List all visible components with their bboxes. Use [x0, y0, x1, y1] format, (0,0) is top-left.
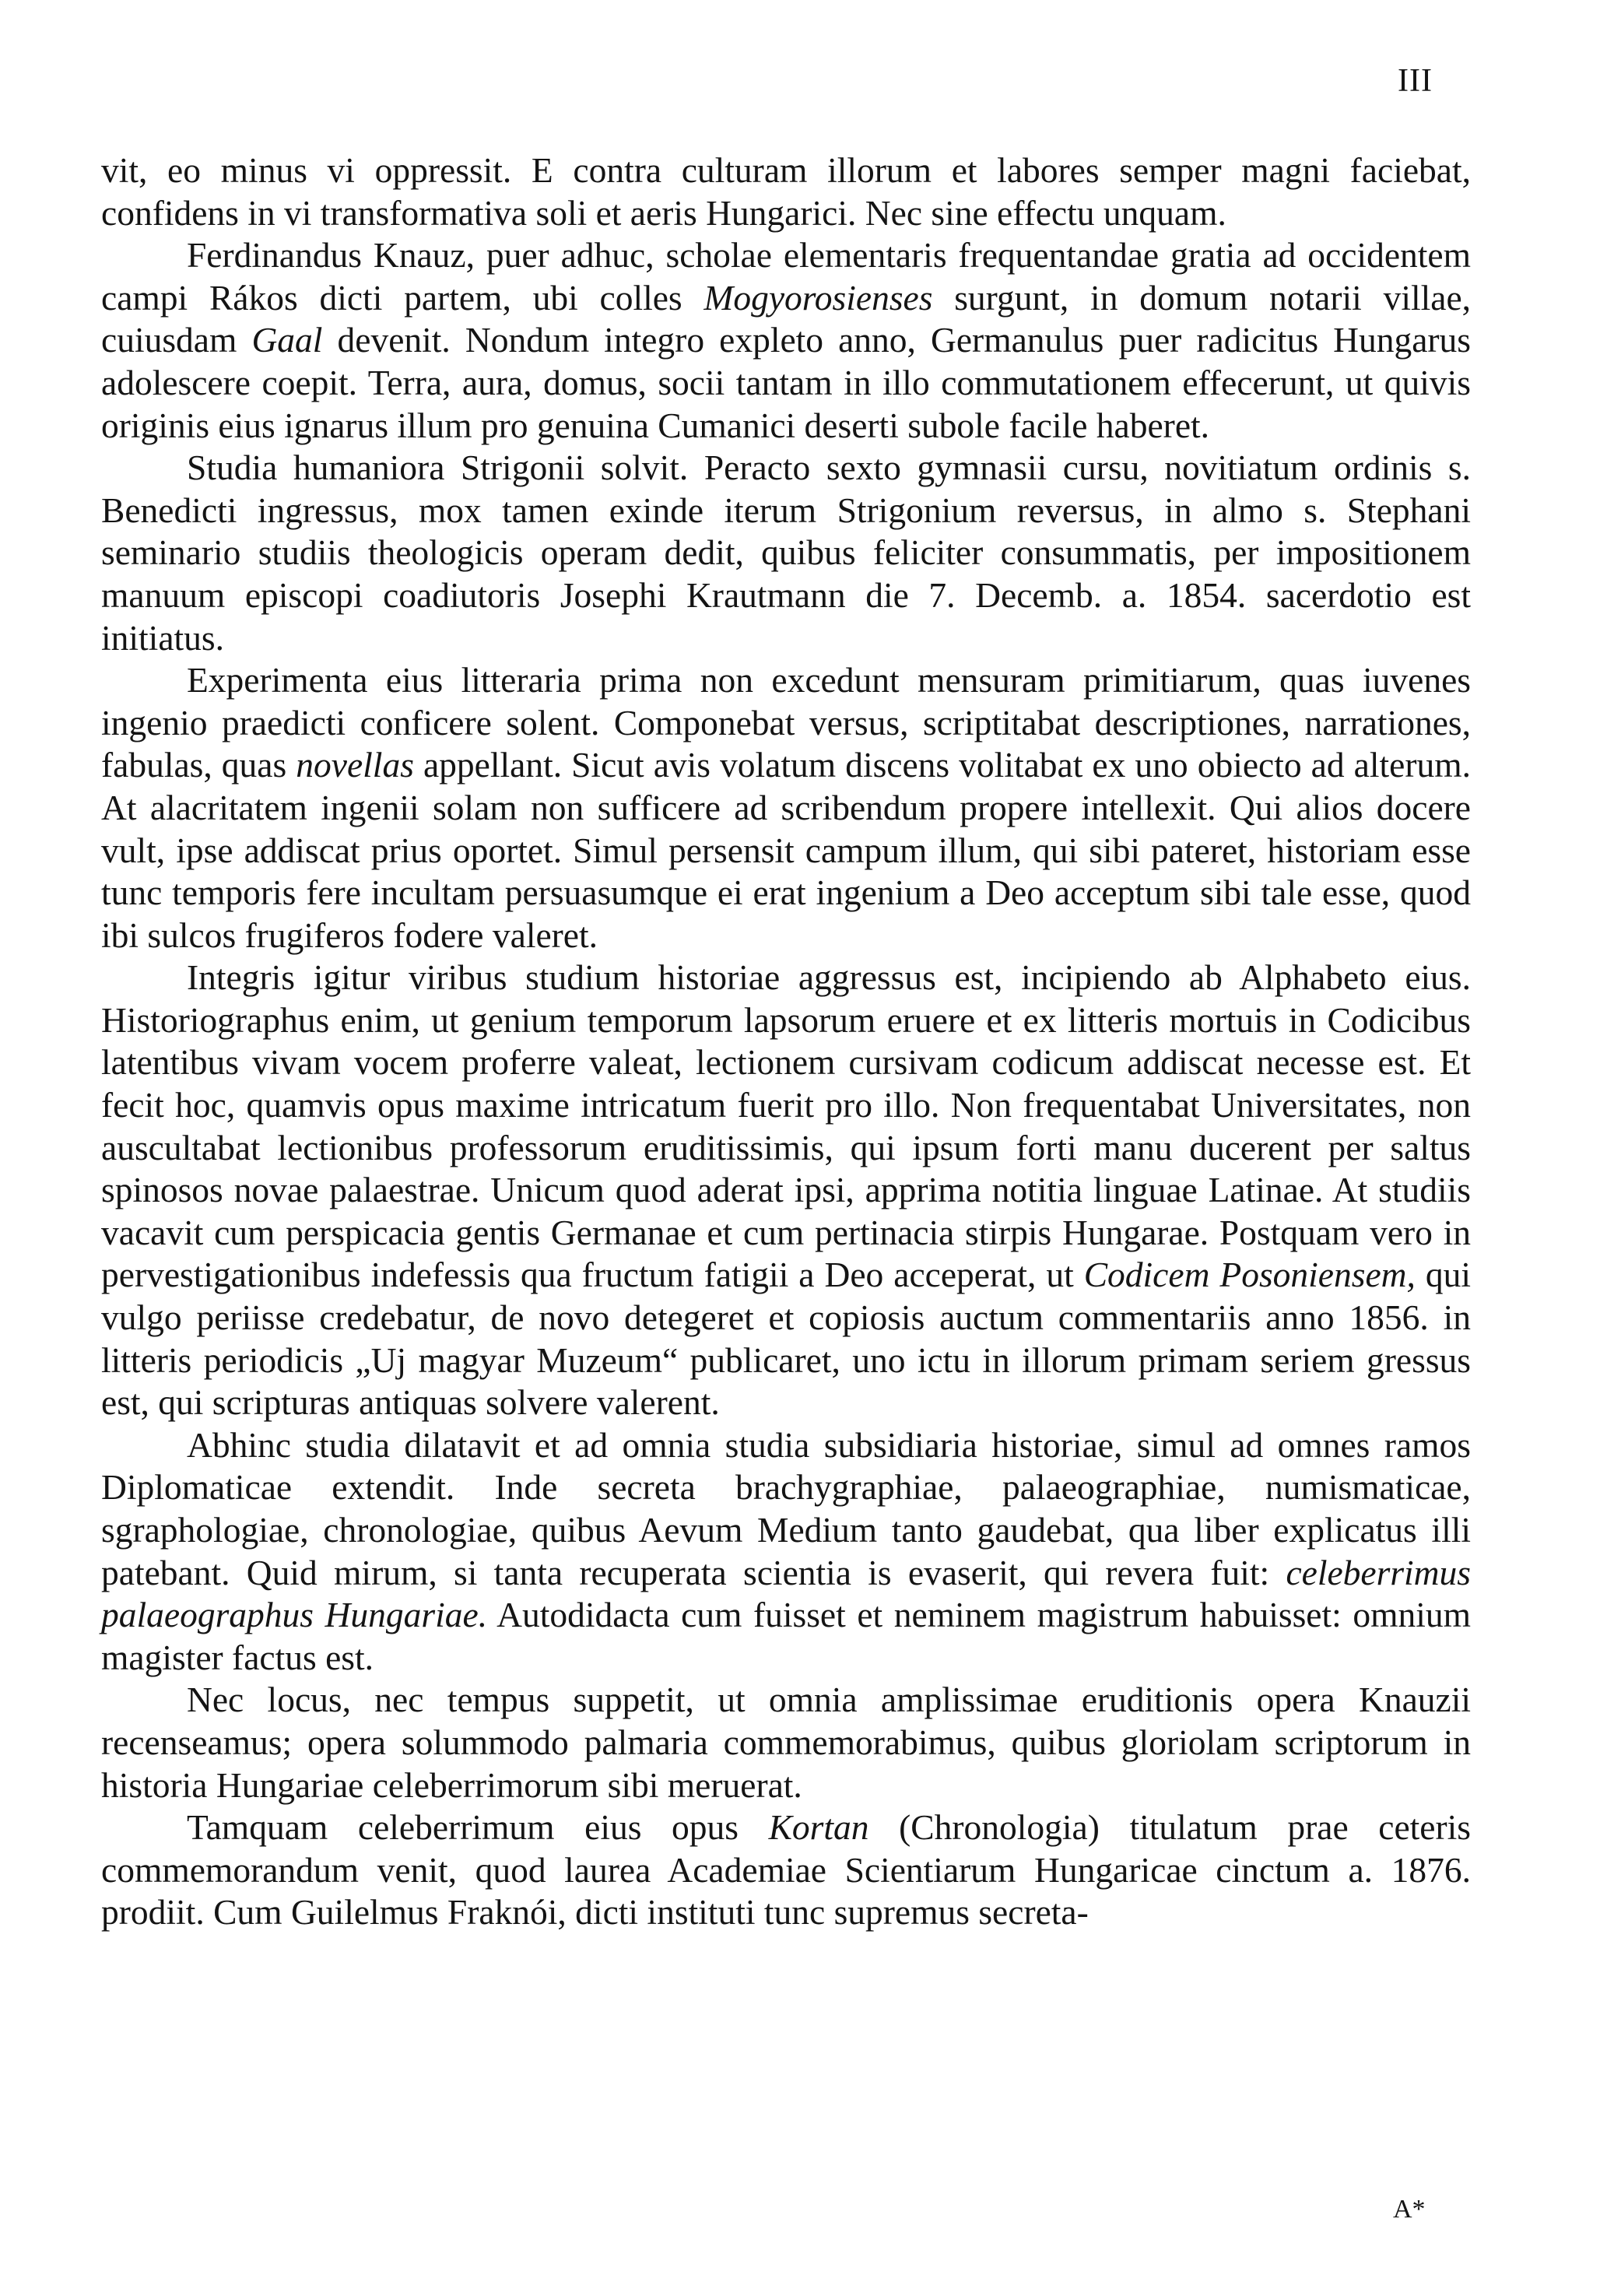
text-run: vit, eo minus vi oppressit. E contra culturam illorum et labores semper magni faciebat, confidens in vi transformativa soli et aeris Hungarici. Nec sine effectu unquam. [101, 150, 1471, 233]
text-run: Experimenta eius litteraria prima non excedunt mensuram primitiarum, quas iuvenes ingenio praedicti conficere solent. Componebat versus, scriptitabat descriptiones, narrationes, fabulas, quas [101, 660, 1471, 785]
text-run: appellant. Sicut avis volatum discens volitabat ex uno obiecto ad alterum. At alacritatem ingenii solam non sufficere ad scribendum propere intellexit. Qui alios docere vult, ipse addiscat prius oportet. Simul persensit campum illum, qui sibi pateret, historiam esse tunc temporis fere incultam persuasumque ei erat ingenium a Deo acceptum sibi tale esse, quod ibi sulcos frugiferos fodere valeret. [101, 745, 1472, 955]
text-run: Tamquam celeberrimum eius opus [187, 1807, 769, 1848]
text-run: Integris igitur viribus studium historiae aggressus est, incipiendo ab Alphabeto eius. Historiographus enim, ut genium temporum lapsorum eruere et ex litteris mortuis in Codicibus latentibus vivam vocem proferre valeat, lectionem cursivam codicum addiscat necesse est. Et fecit hoc, quamvis opus maxime intricatum fuerit pro illo. Non frequentabat Universitates, non auscultabat lectionibus professorum eruditissimis, qui ipsum forti manu ducerent per saltus spinosos novae palaestrae. Unicum quod aderat ipsi, apprima notitia linguae Latinae. At studiis vacavit cum perspicacia gentis Germanae et cum pertinacia stirpis Hungarae. Postquam vero in pervestigationibus indefessis qua fructum fatigii a Deo acceperat, ut [101, 957, 1471, 1295]
italic-text: novellas [296, 745, 414, 785]
paragraph [101, 957, 1471, 1424]
text-run: devenit. Nondum integro expleto anno, Germanulus puer radicitus Hungarus adolescere coepit. Terra, aura, domus, socii tantam in illo commutationem effecerunt, ut quivis originis eius ignarus illum pro genuina Cumanici deserti subole facile haberet. [101, 320, 1471, 445]
text-run: qui vulgo periisse credebatur, de novo detegeret et copiosis auctum commentariis anno 1856. in litteris periodicis „Uj magyar Muzeum“ publicaret, uno ictu in illorum primam seriem gressus est, qui scripturas antiquas solvere valerent. [101, 1255, 1471, 1423]
italic-text: Kortan [768, 1807, 869, 1848]
paragraph [101, 149, 1471, 234]
paragraph [101, 447, 1471, 659]
text-run: Autodidacta cum fuisset et neminem magistrum habuisset: omnium magister factus est. [101, 1595, 1471, 1677]
body-text [101, 149, 1471, 1934]
paragraph [101, 1806, 1471, 1934]
italic-text: Codicem Posoniensem, [1083, 1255, 1416, 1295]
text-run: Abhinc studia dilatavit et ad omnia studia subsidiaria historiae, simul ad omnes ramos Diplomaticae extendit. Inde secreta brachygraphiae, palaeographiae, numismaticae, sgraphologiae, chronologiae, quibus Aevum Medium tanto gaudebat, qua liber explicatus illi patebant. Quid mirum, si tanta recuperata scientia is evaserit, qui revera fuit: [101, 1424, 1471, 1592]
italic-text: Gaal [251, 320, 323, 360]
text-run: Nec locus, nec tempus suppetit, ut omnia amplissimae eruditionis opera Knauzii recenseamus; opera solummodo palmaria commemorabimus, quibus gloriolam scriptorum in historia Hungariae celeberrimorum sibi meruerat. [101, 1680, 1471, 1805]
page-number: III [1398, 63, 1433, 99]
text-run: Studia humaniora Strigonii solvit. Peracto sexto gymnasii cursu, novitiatum ordinis s. Benedicti ingressus, mox tamen exinde iterum Strigonium reversus, in almo s. Stephani seminario studiis theologicis operam dedit, quibus feliciter consummatis, per impositionem manuum episcopi coadiutoris Josephi Krautmann die 7. Decemb. a. 1854. sacerdotio est initiatus. [101, 448, 1471, 658]
paragraph [101, 1424, 1471, 1680]
paragraph [101, 1679, 1471, 1806]
text-run: surgunt, in domum notarii villae, cuiusdam [101, 277, 1472, 360]
italic-text: Mogyorosienses [704, 277, 933, 318]
paragraph [101, 234, 1471, 447]
signature-mark: A* [1393, 2195, 1426, 2224]
text-run: (Chronologia) titulatum prae ceteris commemorandum venit, quod laurea Academiae Scientiarum Hungaricae cinctum a. 1876. prodiit. Cum Guilelmus Fraknói, dicti instituti tunc supremus secreta- [101, 1807, 1471, 1933]
text-run: Ferdinandus Knauz, puer adhuc, scholae elementaris frequentandae gratia ad occidentem campi Rákos dicti partem, ubi colles [101, 235, 1471, 318]
italic-text: celeberrimus palaeographus Hungariae. [101, 1552, 1471, 1635]
paragraph [101, 659, 1471, 957]
